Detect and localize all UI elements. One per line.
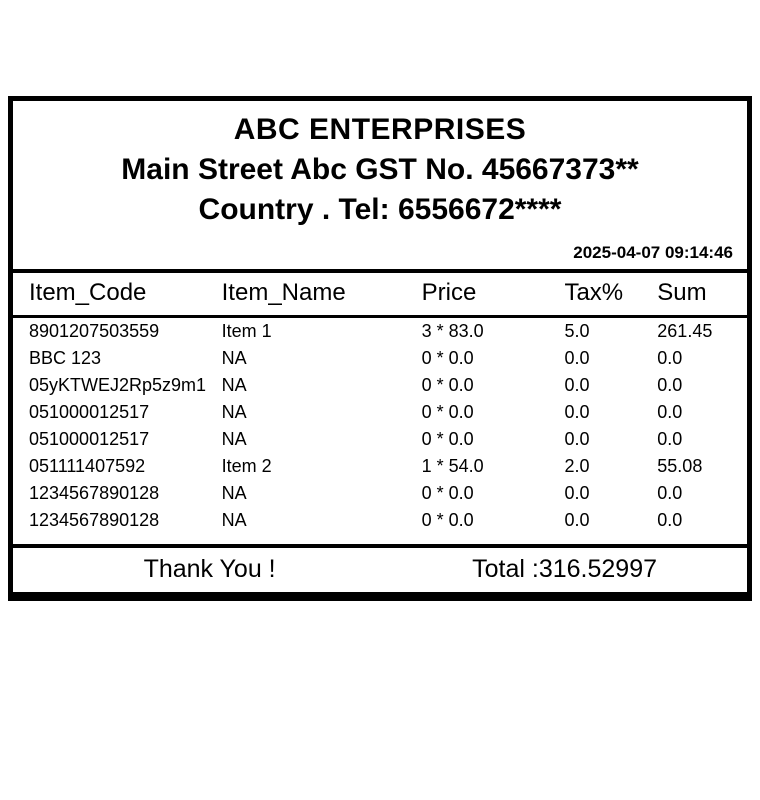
- cell-sum: 0.0: [657, 375, 683, 396]
- table-row: [17, 372, 743, 399]
- cell-tax: 2.0: [564, 456, 590, 477]
- cell-tax: 0.0: [564, 429, 590, 450]
- items-table: [17, 318, 743, 534]
- receipt-footer: [13, 548, 747, 592]
- cell-price: 0 * 0.0: [421, 348, 474, 369]
- table-row: [17, 453, 743, 480]
- store-address: Main Street Abc GST No. 45667373**: [121, 152, 639, 186]
- table-row: [17, 426, 743, 453]
- items-header-wrap: [13, 273, 747, 315]
- receipt-header: [13, 101, 747, 235]
- table-row: [17, 480, 743, 507]
- cell-sum: 0.0: [657, 510, 683, 531]
- cell-item-name: Item 1: [221, 321, 272, 342]
- cell-item-code: 051000012517: [29, 429, 150, 450]
- cell-tax: 5.0: [564, 321, 590, 342]
- total-amount: Total :316.52997: [472, 555, 658, 584]
- cell-sum: 55.08: [657, 456, 703, 477]
- items-body-wrap: [13, 318, 747, 544]
- cell-item-code: 8901207503559: [29, 321, 160, 342]
- store-name: ABC ENTERPRISES: [233, 113, 527, 146]
- table-row: [17, 507, 743, 534]
- cell-sum: 0.0: [657, 483, 683, 504]
- cell-sum: 0.0: [657, 429, 683, 450]
- cell-tax: 0.0: [564, 402, 590, 423]
- cell-price: 0 * 0.0: [421, 510, 474, 531]
- cell-item-code: BBC 123: [29, 348, 102, 369]
- table-row: [17, 345, 743, 372]
- cell-item-name: NA: [221, 510, 247, 531]
- store-contact: Country . Tel: 6556672****: [198, 192, 562, 226]
- table-row: [17, 399, 743, 426]
- cell-price: 1 * 54.0: [421, 456, 484, 477]
- cell-item-code: 1234567890128: [29, 483, 160, 504]
- cell-item-name: NA: [221, 348, 247, 369]
- receipt: [8, 96, 752, 601]
- thank-you-text: Thank You !: [143, 555, 276, 584]
- divider-footer-bottom: [13, 592, 747, 596]
- items-header-table: [17, 273, 743, 315]
- cell-item-name: NA: [221, 402, 247, 423]
- cell-sum: 261.45: [657, 321, 713, 342]
- cell-price: 0 * 0.0: [421, 483, 474, 504]
- cell-item-name: NA: [221, 375, 247, 396]
- column-header-item-code: Item_Code: [29, 279, 147, 307]
- cell-item-name: Item 2: [221, 456, 272, 477]
- cell-tax: 0.0: [564, 510, 590, 531]
- column-header-item-name: Item_Name: [221, 279, 346, 307]
- cell-sum: 0.0: [657, 402, 683, 423]
- cell-price: 3 * 83.0: [421, 321, 484, 342]
- column-header-price: Price: [421, 279, 477, 307]
- column-header-sum: Sum: [657, 279, 707, 307]
- cell-item-code: 051111407592: [29, 456, 146, 477]
- column-header-tax: Tax%: [564, 279, 624, 307]
- items-table-body: [17, 318, 743, 534]
- cell-price: 0 * 0.0: [421, 375, 474, 396]
- cell-item-code: 1234567890128: [29, 510, 160, 531]
- cell-item-name: NA: [221, 483, 247, 504]
- table-row: [17, 318, 743, 345]
- cell-tax: 0.0: [564, 483, 590, 504]
- table-header-row: [17, 273, 743, 315]
- receipt-timestamp: 2025-04-07 09:14:46: [573, 243, 733, 263]
- cell-tax: 0.0: [564, 375, 590, 396]
- cell-item-code: 05yKTWEJ2Rp5z9m1: [29, 375, 207, 396]
- cell-item-name: NA: [221, 429, 247, 450]
- cell-tax: 0.0: [564, 348, 590, 369]
- cell-price: 0 * 0.0: [421, 429, 474, 450]
- cell-sum: 0.0: [657, 348, 683, 369]
- cell-price: 0 * 0.0: [421, 402, 474, 423]
- cell-item-code: 051000012517: [29, 402, 150, 423]
